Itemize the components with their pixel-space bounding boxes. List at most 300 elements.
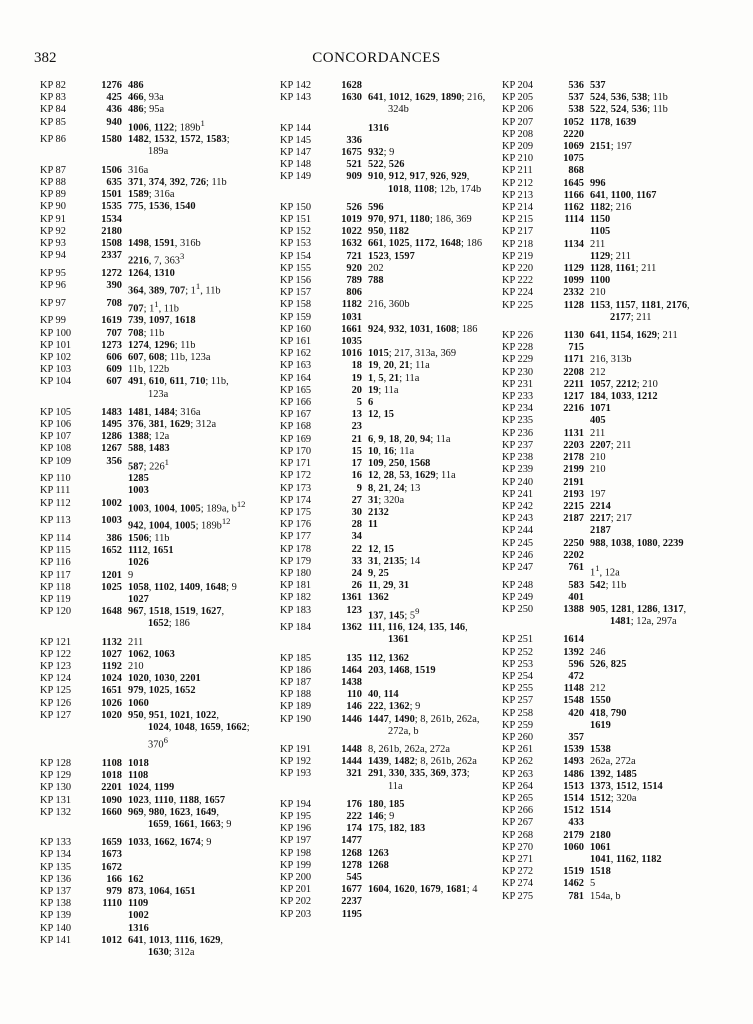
reference-line: 12, 15 xyxy=(368,409,394,421)
references xyxy=(368,92,506,116)
fragment-number: 2203 xyxy=(563,439,584,451)
kp-label: KP 150 xyxy=(280,201,312,213)
reference-line: 246 xyxy=(590,646,606,658)
fragment-number: 1268 xyxy=(341,847,362,859)
reference-line: 2151; 197 xyxy=(590,141,632,153)
reference-line: 1128, 1161; 211 xyxy=(590,263,657,275)
fragment-number xyxy=(84,473,128,485)
fragment-number: 789 xyxy=(346,275,362,287)
concordance-entry xyxy=(40,770,266,782)
kp-label: KP 195 xyxy=(280,811,312,823)
concordance-entry xyxy=(502,793,728,805)
concordance-entry xyxy=(280,434,506,446)
kp-label: KP 154 xyxy=(280,250,312,262)
reference-line: 1481, 1484; 316a xyxy=(128,406,201,418)
fragment-number: 607 xyxy=(106,376,122,388)
references xyxy=(368,799,506,811)
fragment-number: 420 xyxy=(568,707,584,719)
references xyxy=(368,909,506,921)
kp-label: KP 274 xyxy=(502,878,534,890)
references xyxy=(368,811,506,823)
reference-line: 1057, 2212; 210 xyxy=(590,378,658,390)
references xyxy=(128,364,266,376)
fragment-number: 1483 xyxy=(101,406,122,418)
kp-label: KP 233 xyxy=(502,391,534,403)
fragment-number: 1110 xyxy=(102,898,122,910)
fragment-number: 336 xyxy=(346,134,362,146)
concordance-entry xyxy=(502,202,728,214)
references xyxy=(128,637,266,649)
concordance-entry xyxy=(502,129,728,141)
concordance-entry xyxy=(502,769,728,781)
references xyxy=(590,525,728,537)
kp-label: KP 265 xyxy=(502,793,534,805)
concordance-entry xyxy=(40,328,266,340)
reference-line: 522, 526 xyxy=(368,159,405,171)
references xyxy=(368,756,506,768)
references xyxy=(128,280,266,298)
reference-line: 607, 608; 11b, 123a xyxy=(128,351,211,363)
fragment-number: 1132 xyxy=(101,636,122,648)
concordance-entry xyxy=(502,330,728,342)
concordance-entry xyxy=(280,251,506,263)
references xyxy=(590,744,728,756)
references xyxy=(590,415,728,427)
kp-label: KP 211 xyxy=(502,165,533,177)
kp-label: KP 104 xyxy=(40,376,72,388)
fragment-number: 1026 xyxy=(101,697,122,709)
kp-label: KP 193 xyxy=(280,768,312,780)
kp-label: KP 250 xyxy=(502,604,534,615)
fragment-number: 868 xyxy=(568,165,584,177)
fragment-number: 1648 xyxy=(101,606,122,618)
references xyxy=(368,251,506,263)
fragment-number: 1535 xyxy=(101,201,122,213)
kp-label: KP 188 xyxy=(280,689,312,701)
references xyxy=(128,328,266,340)
concordance-entry xyxy=(502,80,728,92)
references xyxy=(128,498,266,516)
references xyxy=(590,647,728,659)
concordance-entry xyxy=(502,817,728,829)
references xyxy=(128,104,266,116)
reference-line: 210 xyxy=(590,464,606,476)
kp-label: KP 210 xyxy=(502,153,534,165)
concordance-entry xyxy=(280,312,506,324)
reference-line: 1129; 211 xyxy=(590,250,631,262)
references xyxy=(590,538,728,550)
references xyxy=(128,407,266,419)
kp-label: KP 205 xyxy=(502,92,534,104)
concordance-entry xyxy=(280,360,506,372)
concordance-entry xyxy=(502,117,728,129)
references xyxy=(590,793,728,805)
kp-label: KP 245 xyxy=(502,537,534,549)
references xyxy=(128,431,266,443)
concordance-entry xyxy=(40,923,266,935)
references xyxy=(368,171,506,195)
reference-line: 1481; 12a, 297a xyxy=(610,616,677,628)
kp-label: KP 84 xyxy=(40,104,66,116)
fragment-number: 1548 xyxy=(563,695,584,707)
fragment-number: 1272 xyxy=(101,267,122,279)
reference-line: 466, 93a xyxy=(128,92,164,104)
reference-line: 12, 15 xyxy=(368,543,394,555)
fragment-number: 20 xyxy=(351,384,362,396)
kp-label: KP 181 xyxy=(280,580,312,592)
references xyxy=(368,519,506,531)
reference-line: 40, 114 xyxy=(368,689,399,701)
references xyxy=(368,135,506,147)
fragment-number xyxy=(546,525,590,537)
fragment-number: 1278 xyxy=(341,859,362,871)
concordance-entry xyxy=(40,886,266,898)
references xyxy=(590,354,728,366)
kp-label: KP 109 xyxy=(40,455,72,467)
concordance-entry xyxy=(280,123,506,135)
reference-line: 1659, 1661, 1663; 9 xyxy=(148,818,232,830)
concordance-entry xyxy=(502,452,728,464)
reference-line: 210 xyxy=(128,661,144,673)
references xyxy=(128,268,266,280)
references xyxy=(128,238,266,250)
fragment-number: 583 xyxy=(568,579,584,591)
reference-line: 522, 524, 536; 11b xyxy=(590,104,668,116)
concordance-entry xyxy=(280,275,506,287)
kp-label: KP 83 xyxy=(40,92,66,104)
references xyxy=(368,80,506,92)
page-number: 382 xyxy=(34,50,57,66)
kp-label: KP 90 xyxy=(40,201,66,213)
concordance-entry xyxy=(40,92,266,104)
concordance-entry xyxy=(502,854,728,866)
fragment-number: 1027 xyxy=(101,648,122,660)
fragment-number: 2178 xyxy=(563,452,584,464)
concordance-entry xyxy=(502,263,728,275)
references xyxy=(128,874,266,886)
kp-label: KP 166 xyxy=(280,397,312,409)
concordance-entry xyxy=(502,830,728,842)
kp-label: KP 217 xyxy=(502,226,534,238)
kp-label: KP 207 xyxy=(502,116,534,128)
fragment-number: 708 xyxy=(106,297,122,309)
kp-label: KP 226 xyxy=(502,330,534,342)
concordance-entry xyxy=(280,470,506,482)
concordance-entry xyxy=(40,649,266,661)
concordance-entry xyxy=(280,385,506,397)
reference-line: 1058, 1102, 1409, 1648; 9 xyxy=(128,581,237,593)
fragment-number: 1392 xyxy=(563,646,584,658)
fragment-number: 761 xyxy=(568,561,584,573)
kp-label: KP 206 xyxy=(502,104,534,116)
kp-label: KP 171 xyxy=(280,458,312,470)
kp-label: KP 268 xyxy=(502,829,534,841)
concordance-entry xyxy=(280,848,506,860)
references xyxy=(590,720,728,732)
reference-line: 1024, 1199 xyxy=(128,782,175,794)
kp-label: KP 264 xyxy=(502,780,534,792)
concordance-entry xyxy=(40,189,266,201)
concordance-entry xyxy=(40,874,266,886)
fragment-number: 356 xyxy=(106,455,122,467)
running-head-title: CONCORDANCES xyxy=(312,50,441,66)
references xyxy=(368,860,506,872)
reference-line: 19; 11a xyxy=(368,384,399,396)
concordance-entry xyxy=(502,251,728,263)
concordance-entry xyxy=(40,807,266,831)
concordance-entry xyxy=(40,473,266,485)
reference-line: 8, 21, 24; 13 xyxy=(368,482,421,494)
kp-label: KP 140 xyxy=(40,922,72,934)
fragment-number xyxy=(546,226,590,238)
reference-line: 587; $226^1$ xyxy=(128,456,169,473)
kp-label: KP 128 xyxy=(40,757,72,769)
kp-label: KP 228 xyxy=(502,342,534,354)
concordance-entry xyxy=(280,605,506,623)
references xyxy=(368,470,506,482)
reference-line: 1100 xyxy=(590,275,611,287)
fragment-number: 1659 xyxy=(101,837,122,849)
references xyxy=(590,550,728,562)
reference-line: 1033, 1662, 1674; 9 xyxy=(128,837,212,849)
kp-label: KP 230 xyxy=(502,366,534,378)
references xyxy=(590,769,728,781)
references xyxy=(368,336,506,348)
kp-label: KP 190 xyxy=(280,713,312,725)
fragment-number: 526 xyxy=(346,201,362,213)
references xyxy=(590,263,728,275)
references xyxy=(590,251,728,263)
references xyxy=(590,592,728,604)
reference-line: 11a xyxy=(388,780,403,792)
concordance-entry xyxy=(280,756,506,768)
references xyxy=(590,464,728,476)
kp-label: KP 246 xyxy=(502,549,534,561)
reference-line: 641, 1154, 1629; 211 xyxy=(590,330,678,342)
references xyxy=(368,263,506,275)
reference-line: 924, 932, 1031, 1608; 186 xyxy=(368,323,478,335)
fragment-number: 1195 xyxy=(341,908,362,920)
fragment-number: 2220 xyxy=(563,128,584,140)
concordance-entry xyxy=(502,153,728,165)
fragment-number: 34 xyxy=(351,531,362,543)
reference-line: 1514 xyxy=(590,805,611,817)
kp-label: KP 155 xyxy=(280,262,312,274)
reference-line: 2214 xyxy=(590,500,611,512)
kp-label: KP 258 xyxy=(502,707,534,719)
kp-label: KP 144 xyxy=(280,122,312,134)
kp-label: KP 121 xyxy=(40,636,72,648)
reference-line: 203, 1468, 1519 xyxy=(368,664,436,676)
references xyxy=(590,683,728,695)
references xyxy=(368,714,506,738)
kp-label: KP 88 xyxy=(40,176,66,188)
reference-line: 210 xyxy=(590,452,606,464)
kp-label: KP 255 xyxy=(502,683,534,695)
kp-label: KP 133 xyxy=(40,837,72,849)
references xyxy=(128,419,266,431)
fragment-number: 1361 xyxy=(341,592,362,604)
concordance-entry xyxy=(502,695,728,707)
kp-label: KP 178 xyxy=(280,543,312,555)
references xyxy=(128,594,266,606)
kp-label: KP 92 xyxy=(40,225,66,237)
kp-label: KP 139 xyxy=(40,910,72,922)
references xyxy=(128,582,266,594)
references xyxy=(590,275,728,287)
kp-label: KP 192 xyxy=(280,756,312,768)
fragment-number: 1019 xyxy=(341,214,362,226)
fragment-number xyxy=(84,485,128,497)
concordance-entry xyxy=(40,795,266,807)
references xyxy=(128,485,266,497)
references xyxy=(590,878,728,890)
fragment-number xyxy=(546,854,590,866)
kp-label: KP 113 xyxy=(40,515,71,527)
fragment-number: 1651 xyxy=(101,685,122,697)
fragment-number: 1477 xyxy=(341,835,362,847)
kp-label: KP 120 xyxy=(40,606,72,618)
fragment-number: 2179 xyxy=(563,829,584,841)
kp-label: KP 172 xyxy=(280,470,312,482)
references xyxy=(590,300,728,324)
concordance-entry xyxy=(280,226,506,238)
reference-line: 486; 95a xyxy=(128,104,165,116)
kp-label: KP 203 xyxy=(280,908,312,920)
concordance-entry xyxy=(40,570,266,582)
fragment-number: 1060 xyxy=(563,841,584,853)
reference-line: 371, 374, 392, 726; 11b xyxy=(128,176,227,188)
fragment-number: 1438 xyxy=(341,677,362,689)
kp-label: KP 248 xyxy=(502,579,534,591)
references xyxy=(590,342,728,354)
references xyxy=(128,177,266,189)
references xyxy=(128,117,266,135)
concordance-entry xyxy=(502,165,728,177)
kp-label: KP 257 xyxy=(502,695,534,707)
fragment-number: 1022 xyxy=(341,226,362,238)
concordance-entry xyxy=(280,287,506,299)
fragment-number: 13 xyxy=(351,409,362,421)
kp-label: KP 164 xyxy=(280,372,312,384)
references xyxy=(368,556,506,568)
fragment-number: 1675 xyxy=(341,147,362,159)
references xyxy=(368,123,506,135)
fragment-number: 781 xyxy=(568,890,584,902)
fragment-number: 174 xyxy=(346,823,362,835)
kp-label: KP 108 xyxy=(40,443,72,455)
references xyxy=(590,141,728,153)
references xyxy=(590,854,728,866)
kp-label: KP 141 xyxy=(40,934,72,946)
fragment-number: 1128 xyxy=(563,299,584,311)
concordance-entry xyxy=(40,431,266,443)
fragment-number xyxy=(84,910,128,922)
references xyxy=(368,507,506,519)
kp-label: KP 254 xyxy=(502,671,534,683)
fragment-number: 1166 xyxy=(563,189,584,201)
concordance-entry xyxy=(502,659,728,671)
concordance-entry xyxy=(502,891,728,903)
kp-label: KP 151 xyxy=(280,214,312,226)
concordance-entry xyxy=(40,758,266,770)
concordance-entry xyxy=(280,556,506,568)
concordance-entry xyxy=(502,513,728,525)
references xyxy=(590,330,728,342)
fragment-number: 2250 xyxy=(563,537,584,549)
concordance-entry xyxy=(280,622,506,646)
reference-line: 526, 825 xyxy=(590,658,627,670)
reference-line: 1182; 216 xyxy=(590,202,632,214)
reference-line: 1316 xyxy=(368,122,389,134)
kp-label: KP 275 xyxy=(502,890,534,902)
references xyxy=(368,622,506,646)
fragment-number: 30 xyxy=(351,506,362,518)
references xyxy=(368,665,506,677)
fragment-number: 1462 xyxy=(563,878,584,890)
references xyxy=(128,649,266,661)
kp-label: KP 165 xyxy=(280,384,312,396)
references xyxy=(128,443,266,455)
reference-line: 210 xyxy=(590,287,606,299)
fragment-number: 2211 xyxy=(563,378,584,390)
kp-label: KP 118 xyxy=(40,581,71,593)
concordance-entry xyxy=(280,483,506,495)
kp-label: KP 142 xyxy=(280,80,312,91)
concordance-entry xyxy=(280,507,506,519)
references xyxy=(128,807,266,831)
concordance-entry xyxy=(502,756,728,768)
fragment-number: 1534 xyxy=(101,213,122,225)
fragment-number: 606 xyxy=(106,351,122,363)
reference-line: 1003, 1004, 1005; 189a, $b^{12}$ xyxy=(128,498,246,515)
concordance-entry xyxy=(280,495,506,507)
fragment-number: 472 xyxy=(568,671,584,683)
fragment-number: 521 xyxy=(346,159,362,171)
concordance-entry xyxy=(280,147,506,159)
kp-label: KP 224 xyxy=(502,287,534,299)
concordance-entry xyxy=(280,409,506,421)
concordance-entry xyxy=(502,415,728,427)
references xyxy=(368,385,506,397)
fragment-number xyxy=(84,594,128,606)
references xyxy=(128,226,266,238)
concordance-entry xyxy=(280,519,506,531)
reference-line: 942, 1004, 1005; $189b^{12}$ xyxy=(128,516,231,532)
fragment-number: 425 xyxy=(106,92,122,104)
references xyxy=(368,701,506,713)
kp-label: KP 194 xyxy=(280,798,312,810)
kp-label: KP 103 xyxy=(40,364,72,376)
concordance-entry xyxy=(280,909,506,921)
concordance-entry xyxy=(502,744,728,756)
reference-line: 216, 313b xyxy=(590,354,632,366)
fragment-number: 707 xyxy=(106,327,122,339)
kp-label: KP 97 xyxy=(40,297,66,309)
fragment-number: 1201 xyxy=(101,569,122,581)
concordance-entry xyxy=(280,744,506,756)
kp-label: KP 267 xyxy=(502,817,534,829)
reference-line: 1024, 1048, 1659, 1662; xyxy=(148,722,250,734)
concordance-column-1 xyxy=(40,80,266,959)
references xyxy=(590,866,728,878)
kp-label: KP 229 xyxy=(502,354,534,366)
kp-label: KP 209 xyxy=(502,141,534,153)
concordance-entry xyxy=(280,135,506,147)
kp-label: KP 196 xyxy=(280,823,312,835)
kp-label: KP 116 xyxy=(40,557,71,569)
kp-label: KP 197 xyxy=(280,835,312,847)
